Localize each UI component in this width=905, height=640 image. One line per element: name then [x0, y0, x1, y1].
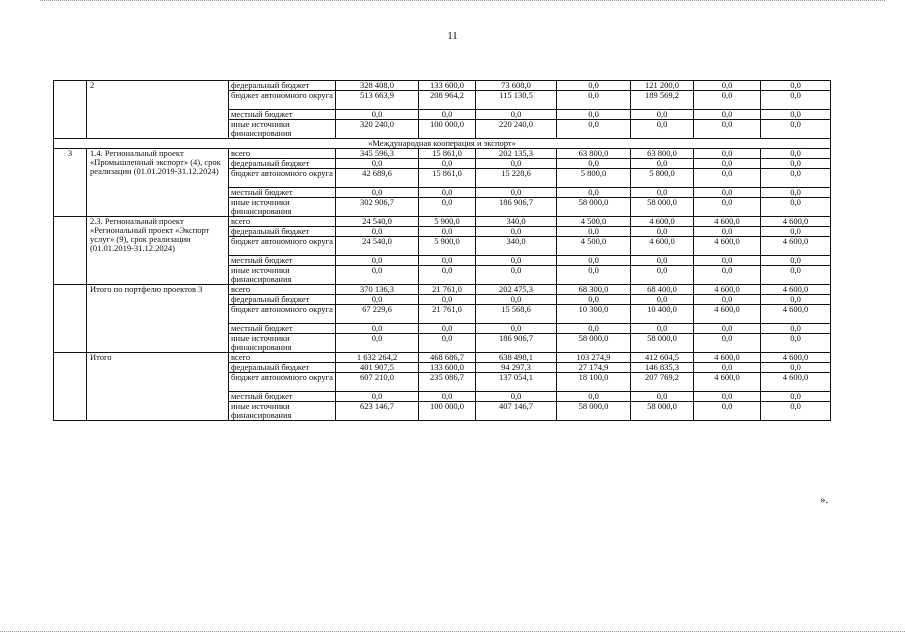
value-cell: 0,0: [336, 392, 419, 402]
value-cell: 340,0: [476, 217, 557, 227]
value-cell: 100 000,0: [419, 120, 476, 139]
value-cell: 137 054,1: [476, 373, 557, 392]
value-cell: 370 136,3: [336, 285, 419, 295]
value-cell: 202 135,3: [476, 149, 557, 159]
value-cell: 0,0: [761, 81, 831, 91]
value-cell: 0,0: [557, 81, 631, 91]
value-cell: 0,0: [336, 266, 419, 285]
value-cell: 18 100,0: [557, 373, 631, 392]
value-cell: 10 400,0: [631, 305, 694, 324]
value-cell: 0,0: [694, 120, 761, 139]
funding-source-cell: иные источники финансирования: [229, 120, 336, 139]
value-cell: 58 000,0: [557, 402, 631, 421]
value-cell: 0,0: [761, 266, 831, 285]
value-cell: 1 632 264,2: [336, 353, 419, 363]
budget-table-body: [54, 81, 831, 421]
funding-source-cell: бюджет автономного округа: [229, 373, 336, 392]
value-cell: 407 146,7: [476, 402, 557, 421]
value-cell: 186 906,7: [476, 198, 557, 217]
value-cell: 328 408,0: [336, 81, 419, 91]
value-cell: 5 900,0: [419, 237, 476, 256]
value-cell: 0,0: [557, 159, 631, 169]
funding-source-cell: бюджет автономного округа: [229, 169, 336, 188]
value-cell: 0,0: [694, 256, 761, 266]
value-cell: 0,0: [694, 91, 761, 110]
value-cell: 100 000,0: [419, 402, 476, 421]
row-number-cell: [54, 81, 87, 139]
value-cell: 0,0: [761, 363, 831, 373]
value-cell: 133 600,0: [419, 81, 476, 91]
value-cell: 0,0: [761, 402, 831, 421]
value-cell: 345 596,3: [336, 149, 419, 159]
value-cell: 15 228,6: [476, 169, 557, 188]
value-cell: 0,0: [419, 295, 476, 305]
table-row: [54, 149, 831, 159]
project-title-cell: 2.3. Региональный проект «Региональный проект «Экспорт услуг» (9), срок реализации (01.01.2019-31.12.2024): [87, 217, 229, 285]
value-cell: 638 498,1: [476, 353, 557, 363]
value-cell: 189 569,2: [631, 91, 694, 110]
value-cell: 0,0: [631, 188, 694, 198]
value-cell: 0,0: [694, 110, 761, 120]
scan-edge-top: [40, 0, 885, 2]
funding-source-cell: федеральный бюджет: [229, 159, 336, 169]
value-cell: 0,0: [476, 256, 557, 266]
value-cell: 0,0: [336, 110, 419, 120]
value-cell: 0,0: [476, 295, 557, 305]
row-number-cell: [54, 217, 87, 285]
value-cell: 68 400,0: [631, 285, 694, 295]
value-cell: 0,0: [631, 266, 694, 285]
value-cell: 0,0: [694, 392, 761, 402]
value-cell: 10 300,0: [557, 305, 631, 324]
value-cell: 5 900,0: [419, 217, 476, 227]
funding-source-cell: местный бюджет: [229, 256, 336, 266]
value-cell: 0,0: [419, 334, 476, 353]
value-cell: 0,0: [557, 91, 631, 110]
value-cell: 68 300,0: [557, 285, 631, 295]
value-cell: 0,0: [631, 324, 694, 334]
section-title: «Международная кооперация и экспорт»: [54, 139, 831, 149]
value-cell: 0,0: [476, 324, 557, 334]
section-row: [54, 139, 831, 149]
value-cell: 0,0: [631, 120, 694, 139]
row-number-cell: 3: [54, 149, 87, 217]
value-cell: 0,0: [336, 295, 419, 305]
value-cell: 58 000,0: [631, 198, 694, 217]
project-title-cell: 2: [87, 81, 229, 139]
value-cell: 0,0: [761, 120, 831, 139]
funding-source-cell: местный бюджет: [229, 110, 336, 120]
value-cell: 0,0: [694, 227, 761, 237]
closing-quote-mark: ».: [820, 494, 829, 506]
value-cell: 133 600,0: [419, 363, 476, 373]
value-cell: 0,0: [336, 256, 419, 266]
row-number-cell: [54, 285, 87, 353]
value-cell: 4 600,0: [761, 305, 831, 324]
value-cell: 320 240,0: [336, 120, 419, 139]
value-cell: 0,0: [761, 227, 831, 237]
value-cell: 0,0: [631, 256, 694, 266]
value-cell: 0,0: [476, 266, 557, 285]
value-cell: 0,0: [761, 334, 831, 353]
value-cell: 0,0: [694, 169, 761, 188]
value-cell: 0,0: [419, 392, 476, 402]
value-cell: 4 600,0: [694, 305, 761, 324]
value-cell: 0,0: [336, 334, 419, 353]
value-cell: 0,0: [557, 110, 631, 120]
table-row: [54, 217, 831, 227]
value-cell: 0,0: [476, 110, 557, 120]
funding-source-cell: бюджет автономного округа: [229, 91, 336, 110]
value-cell: 0,0: [557, 120, 631, 139]
value-cell: 0,0: [761, 169, 831, 188]
value-cell: 146 835,3: [631, 363, 694, 373]
value-cell: 67 229,6: [336, 305, 419, 324]
value-cell: 0,0: [336, 324, 419, 334]
value-cell: 0,0: [557, 295, 631, 305]
value-cell: 202 475,3: [476, 285, 557, 295]
value-cell: 0,0: [694, 266, 761, 285]
value-cell: 58 000,0: [631, 402, 694, 421]
value-cell: 63 800,0: [631, 149, 694, 159]
value-cell: 4 600,0: [761, 285, 831, 295]
table-row: [54, 353, 831, 363]
value-cell: 401 907,5: [336, 363, 419, 373]
value-cell: 412 604,5: [631, 353, 694, 363]
value-cell: 24 540,0: [336, 237, 419, 256]
project-title-cell: 1.4. Региональный проект «Промышленный экспорт» (4), срок реализации (01.01.2019-31.12.2024): [87, 149, 229, 217]
value-cell: 607 210,0: [336, 373, 419, 392]
value-cell: 0,0: [476, 227, 557, 237]
value-cell: 5 800,0: [557, 169, 631, 188]
value-cell: 0,0: [694, 149, 761, 159]
value-cell: 58 000,0: [557, 198, 631, 217]
value-cell: 0,0: [761, 188, 831, 198]
value-cell: 0,0: [336, 159, 419, 169]
value-cell: 15 568,6: [476, 305, 557, 324]
value-cell: 4 600,0: [694, 373, 761, 392]
funding-source-cell: федеральный бюджет: [229, 363, 336, 373]
value-cell: 58 000,0: [557, 334, 631, 353]
funding-source-cell: федеральный бюджет: [229, 295, 336, 305]
funding-source-cell: всего: [229, 149, 336, 159]
funding-source-cell: иные источники финансирования: [229, 334, 336, 353]
row-number-cell: [54, 353, 87, 421]
value-cell: 0,0: [336, 188, 419, 198]
value-cell: 0,0: [694, 159, 761, 169]
value-cell: 0,0: [419, 256, 476, 266]
value-cell: 4 600,0: [694, 217, 761, 227]
value-cell: 235 086,7: [419, 373, 476, 392]
value-cell: 24 540,0: [336, 217, 419, 227]
value-cell: 4 600,0: [761, 217, 831, 227]
value-cell: 0,0: [631, 227, 694, 237]
value-cell: 0,0: [476, 159, 557, 169]
value-cell: 302 906,7: [336, 198, 419, 217]
value-cell: 186 906,7: [476, 334, 557, 353]
value-cell: 4 600,0: [631, 217, 694, 227]
value-cell: 15 861,0: [419, 149, 476, 159]
value-cell: 103 274,9: [557, 353, 631, 363]
funding-source-cell: всего: [229, 217, 336, 227]
value-cell: 0,0: [761, 91, 831, 110]
value-cell: 0,0: [694, 295, 761, 305]
funding-source-cell: федеральный бюджет: [229, 81, 336, 91]
value-cell: 0,0: [761, 159, 831, 169]
budget-table: [53, 80, 831, 421]
value-cell: 0,0: [761, 324, 831, 334]
funding-source-cell: иные источники финансирования: [229, 198, 336, 217]
value-cell: 4 600,0: [694, 353, 761, 363]
funding-source-cell: иные источники финансирования: [229, 266, 336, 285]
value-cell: 0,0: [694, 188, 761, 198]
value-cell: 0,0: [694, 81, 761, 91]
value-cell: 4 600,0: [761, 353, 831, 363]
value-cell: 513 663,9: [336, 91, 419, 110]
value-cell: 63 800,0: [557, 149, 631, 159]
table-row: [54, 81, 831, 91]
funding-source-cell: федеральный бюджет: [229, 227, 336, 237]
value-cell: 0,0: [761, 295, 831, 305]
funding-source-cell: местный бюджет: [229, 188, 336, 198]
value-cell: 0,0: [694, 198, 761, 217]
value-cell: 0,0: [694, 324, 761, 334]
value-cell: 4 600,0: [631, 237, 694, 256]
table-row: [54, 285, 831, 295]
value-cell: 42 689,6: [336, 169, 419, 188]
value-cell: 0,0: [557, 324, 631, 334]
value-cell: 27 174,9: [557, 363, 631, 373]
value-cell: 0,0: [419, 110, 476, 120]
value-cell: 208 964,2: [419, 91, 476, 110]
value-cell: 0,0: [694, 402, 761, 421]
value-cell: 0,0: [631, 295, 694, 305]
value-cell: 0,0: [476, 392, 557, 402]
value-cell: 623 146,7: [336, 402, 419, 421]
value-cell: 5 800,0: [631, 169, 694, 188]
value-cell: 0,0: [761, 256, 831, 266]
value-cell: 0,0: [557, 256, 631, 266]
value-cell: 15 861,0: [419, 169, 476, 188]
value-cell: 121 200,0: [631, 81, 694, 91]
value-cell: 0,0: [631, 159, 694, 169]
funding-source-cell: местный бюджет: [229, 392, 336, 402]
scan-edge-bottom: [0, 631, 905, 633]
value-cell: 220 240,0: [476, 120, 557, 139]
value-cell: 0,0: [419, 198, 476, 217]
value-cell: 4 600,0: [694, 237, 761, 256]
value-cell: 0,0: [761, 110, 831, 120]
value-cell: 115 130,5: [476, 91, 557, 110]
funding-source-cell: всего: [229, 353, 336, 363]
funding-source-cell: местный бюджет: [229, 324, 336, 334]
value-cell: 0,0: [631, 110, 694, 120]
value-cell: 4 600,0: [694, 285, 761, 295]
value-cell: 94 297,3: [476, 363, 557, 373]
value-cell: 0,0: [761, 149, 831, 159]
value-cell: 0,0: [336, 227, 419, 237]
value-cell: 340,0: [476, 237, 557, 256]
value-cell: 0,0: [694, 363, 761, 373]
value-cell: 0,0: [419, 227, 476, 237]
value-cell: 4 500,0: [557, 217, 631, 227]
value-cell: 0,0: [557, 188, 631, 198]
value-cell: 0,0: [761, 198, 831, 217]
value-cell: 4 600,0: [761, 237, 831, 256]
value-cell: 0,0: [419, 266, 476, 285]
funding-source-cell: иные источники финансирования: [229, 402, 336, 421]
project-title-cell: Итого: [87, 353, 229, 421]
value-cell: 4 500,0: [557, 237, 631, 256]
value-cell: 4 600,0: [761, 373, 831, 392]
funding-source-cell: бюджет автономного округа: [229, 305, 336, 324]
value-cell: 0,0: [419, 324, 476, 334]
value-cell: 0,0: [694, 334, 761, 353]
value-cell: 0,0: [419, 159, 476, 169]
value-cell: 0,0: [631, 392, 694, 402]
value-cell: 73 608,0: [476, 81, 557, 91]
value-cell: 21 761,0: [419, 285, 476, 295]
project-title-cell: Итого по портфелю проектов 3: [87, 285, 229, 353]
value-cell: 468 686,7: [419, 353, 476, 363]
value-cell: 0,0: [557, 266, 631, 285]
value-cell: 0,0: [557, 227, 631, 237]
value-cell: 207 769,2: [631, 373, 694, 392]
value-cell: 58 000,0: [631, 334, 694, 353]
funding-source-cell: бюджет автономного округа: [229, 237, 336, 256]
value-cell: 0,0: [476, 188, 557, 198]
value-cell: 0,0: [419, 188, 476, 198]
value-cell: 0,0: [557, 392, 631, 402]
funding-source-cell: всего: [229, 285, 336, 295]
value-cell: 0,0: [761, 392, 831, 402]
value-cell: 21 761,0: [419, 305, 476, 324]
page-number: 11: [447, 30, 458, 42]
